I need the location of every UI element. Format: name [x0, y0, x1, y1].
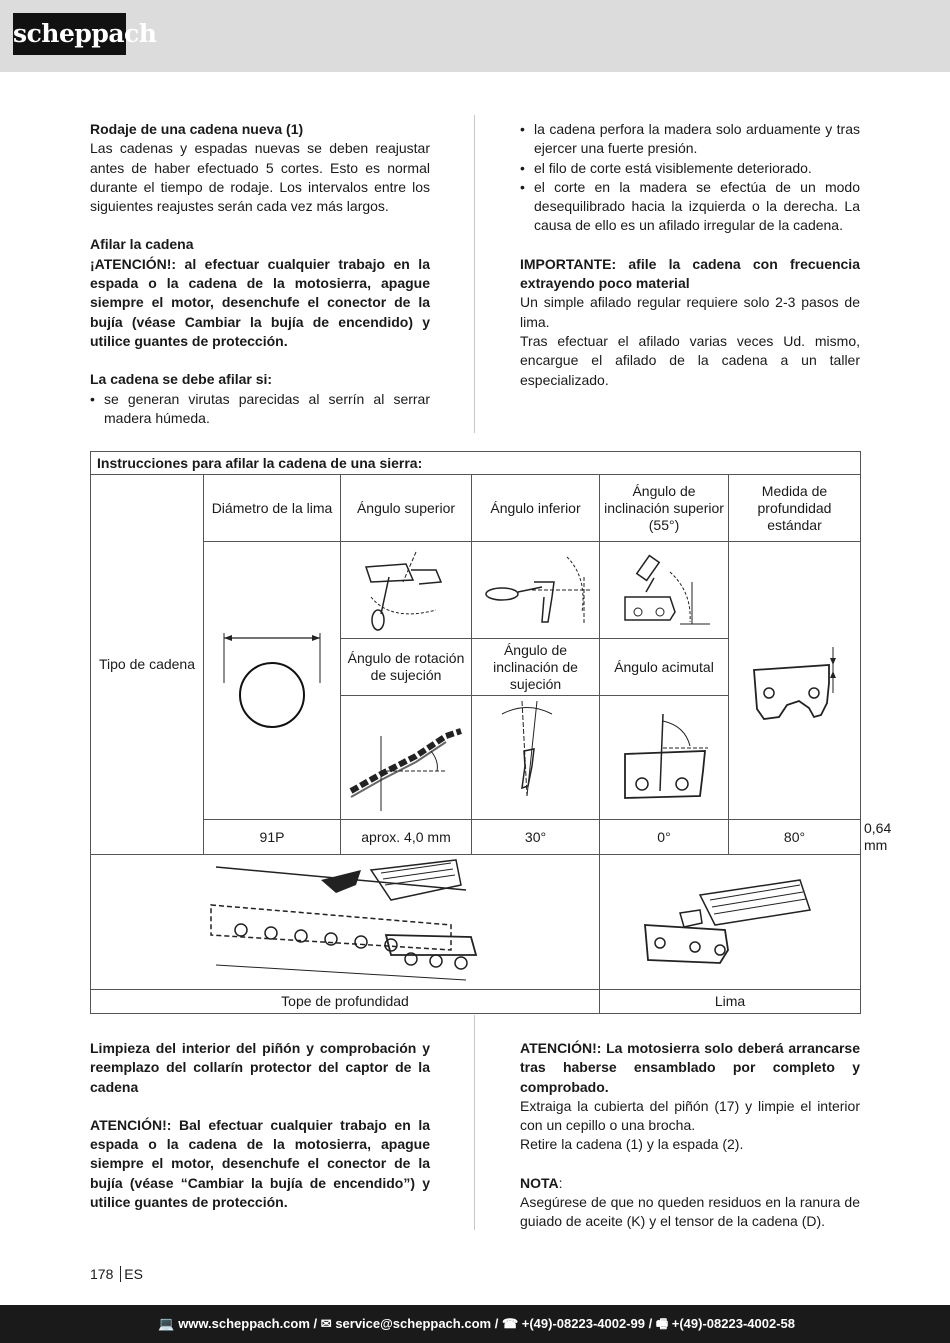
page-number-value: 178: [90, 1266, 114, 1282]
section-title-limpieza: Limpieza del interior del piñón y comprobación y reemplazo del collarín protector del captor de la cadena: [90, 1040, 430, 1095]
inclinacion-superior-figure: [600, 542, 729, 639]
angulo-inferior-figure: [472, 542, 600, 639]
table-title: Instrucciones para afilar la cadena de una sierra:: [91, 452, 861, 475]
list-item: • se generan virutas parecidas al serrín al serrar madera húmeda.: [90, 390, 430, 429]
tipo-cadena-label: Tipo de cadena: [91, 475, 204, 855]
email-icon: ✉: [320, 1316, 332, 1331]
important-label: IMPORTANTE: [520, 255, 612, 272]
footer-bar: 💻 www.scheppach.com / ✉ service@scheppach.com / ☎ +(49)-08223-4002-99 / 🖷 +(49)-08223-4002-58: [0, 1305, 950, 1343]
fax-icon: 🖷: [655, 1316, 669, 1331]
header-medida-profundidad: Medida de profundidad estándar: [729, 475, 861, 542]
medida-profundidad-figure: [729, 542, 861, 820]
page-language: ES: [124, 1266, 143, 1282]
right-column: [520, 120, 860, 390]
header-bar: [0, 0, 950, 72]
column-divider: [474, 1015, 475, 1230]
phone-icon: ☎: [501, 1316, 519, 1331]
computer-icon: 💻: [158, 1316, 175, 1331]
nota-heading: [520, 1174, 860, 1193]
header-diametro: Diámetro de la lima: [204, 475, 341, 542]
warning-label: ATENCIÓN!: [520, 1040, 597, 1056]
warning-afilar: ¡ATENCIÓN!: al efectuar cualquier trabajo en la espada o la cadena de la motosierra, apague siempre el motor, desenchufe el conector de la bujía (véase Cambiar la bujía de encendido) y utilice guantes de protección.: [90, 255, 430, 349]
section-title-rodaje: Rodaje de una cadena nueva (1): [90, 121, 304, 137]
header-rotacion-sujecion: Ángulo de rotación de sujeción: [341, 639, 472, 696]
header-angulo-inferior: Ángulo inferior: [472, 475, 600, 542]
list-item: • el filo de corte está visiblemente deteriorado.: [520, 159, 860, 178]
cell-angulo-inferior: 0°: [600, 820, 729, 855]
nota-colon: :: [558, 1174, 563, 1191]
brand-logo: scheppach: [13, 13, 126, 55]
inclinacion-sujecion-figure: [472, 696, 600, 820]
section-text-rodaje: Las cadenas y espadas nuevas se deben reajustar antes de haber efectuado 5 cortes. Esto es normal durante el tiempo de rodaje. Los intervalos entre los siguientes reajustes serán cada vez más largos.: [90, 140, 430, 215]
sharpening-table: Instrucciones para afilar la cadena de una sierra: Tipo de cadena Diámetro de la lima Ángulo superior Ángulo inferior Ángulo de inclinación superior (55°) Medida de profundidad estándar Ángulo de rotación de sujeción Ángulo de inclinación de sujeción Ángulo acimutal 91P aprox. 4,0 mm 30° 0° 80° 0,64 mm Tope de profundidad Lima: [90, 451, 861, 1014]
paragraph: Tras efectuar el afilado varias veces Ud. mismo, encargue el afilado de la cadena a un taller especializado.: [520, 332, 860, 388]
caption-tope: Tope de profundidad: [91, 990, 600, 1014]
nota-label: NOTA: [520, 1174, 559, 1191]
bottom-left-column: [90, 1039, 430, 1212]
header-inclinacion-superior: Ángulo de inclinación superior (55°): [600, 475, 729, 542]
warning-arranque: [520, 1039, 860, 1097]
paragraph: Un simple afilado regular requiere solo 2-3 pasos de lima.: [520, 294, 860, 330]
file-diameter-figure: [204, 542, 341, 820]
email-link[interactable]: service@scheppach.com: [335, 1316, 492, 1331]
paragraph: Extraiga la cubierta del piñón (17) y limpie el interior con un cepillo o una brocha.: [520, 1097, 860, 1134]
page-number: [90, 1266, 143, 1282]
depth-gauge-figure: [91, 855, 600, 990]
left-column: [90, 120, 430, 428]
cell-acimutal: 80°: [729, 820, 861, 855]
bottom-right-column: [520, 1039, 860, 1232]
afilar-list: [90, 390, 430, 429]
warning-text: : Bal efectuar cualquier trabajo en la espada o la cadena de la motosierra, apague siempre el motor, desenchufe el conector de la bujía (véase “Cambiar la bujía de encendido”) y utilice guantes de protección.: [90, 1116, 430, 1211]
nota-text: Asegúrese de que no queden residuos en la ranura de guiado de aceite (K) y el tensor de la cadena (D).: [520, 1194, 860, 1230]
important-note: [520, 255, 860, 294]
website-link[interactable]: www.scheppach.com: [178, 1316, 310, 1331]
header-angulo-superior: Ángulo superior: [341, 475, 472, 542]
list-item: • el corte en la madera se efectúa de un modo desequilibrado hacia la izquierda o la derecha. La causa de ello es un afilado irregular de la cadena.: [520, 178, 860, 236]
angulo-superior-figure: [341, 542, 472, 639]
rotacion-sujecion-figure: [341, 696, 472, 820]
column-divider: [474, 115, 475, 433]
section-title-afilar: Afilar la cadena: [90, 236, 194, 253]
paragraph: Retire la cadena (1) y la espada (2).: [520, 1136, 744, 1153]
warning-limpieza: [90, 1116, 430, 1212]
fax-number: +(49)-08223-4002-58: [671, 1316, 795, 1331]
section-title-afilar-si: La cadena se debe afilar si:: [90, 371, 273, 388]
cell-tipo: 91P: [204, 820, 341, 855]
header-angulo-acimutal: Ángulo acimutal: [600, 639, 729, 696]
afilar-list-cont: [520, 120, 860, 236]
important-text: : afile la cadena con frecuencia extrayendo poco material: [520, 255, 860, 292]
caption-lima: Lima: [600, 990, 861, 1014]
cell-angulo-superior: 30°: [472, 820, 600, 855]
file-figure: [600, 855, 861, 990]
phone-number: +(49)-08223-4002-99: [521, 1316, 645, 1331]
cell-diametro: aprox. 4,0 mm: [341, 820, 472, 855]
warning-label: ATENCIÓN!: [90, 1116, 167, 1133]
warning-text: : La motosierra solo deberá arrancarse tras haberse ensamblado por completo y comprobado.: [520, 1040, 860, 1095]
list-item: • la cadena perfora la madera solo arduamente y tras ejercer una fuerte presión.: [520, 120, 860, 159]
header-inclinacion-sujecion: Ángulo de inclinación de sujeción: [472, 639, 600, 696]
angulo-acimutal-figure: [600, 696, 729, 820]
